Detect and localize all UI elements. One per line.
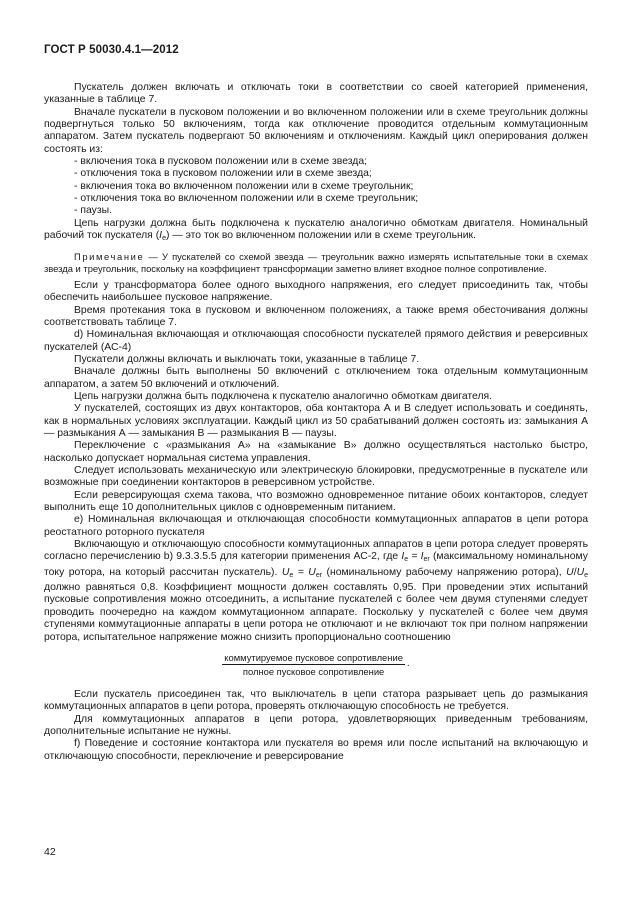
paragraph: Цепь нагрузки должна быть подключена к пускателю аналогично обмоткам двигателя. — [74, 390, 493, 402]
symbol: U — [281, 566, 290, 578]
text-span: Включающую и отключающую способности коммутационных аппаратов в цепи ротора следует проверять согласно перечислению b) 9.3.3.5.5 для категории применения АС-2, где — [44, 539, 588, 563]
document-header: ГОСТ Р 50030.4.1—2012 — [44, 44, 179, 56]
fraction-formula — [44, 652, 588, 677]
note-text: — У пускателей со схемой звезда — треугольник важно измерять испытательные токи в схемах звезда и треугольник, поскольку на коэффициент трансформации заметно влияет входное полное сопротивление. — [44, 251, 588, 274]
symbol: U — [566, 566, 574, 578]
text-span: Цепь нагрузки должна быть подключена к пускателю аналогично обмоткам двигателя. Номинальный рабочий ток пускателя ( — [44, 217, 588, 242]
paragraph: Если у трансформатора более одного выходного напряжения, его следует присоединить так, чтобы обеспечить наибольшее пусковое напряжение. — [44, 279, 588, 304]
note — [44, 251, 588, 273]
paragraph: У пускателей, состоящих из двух контакторов, оба контактора А и В следует использовать и соединять, как в нормальных условиях эксплуатации. Каждый цикл из 50 срабатываний должен состоять из: замыкания А — размыкания А — замыкания В — размыкания В — паузы. — [44, 403, 588, 439]
document-body — [44, 82, 588, 763]
symbol: I — [159, 230, 163, 242]
text-span: должно равняться 0,8. Коэффициент мощности должен составлять 0,95. При проведении этих испытаний пусковые сопротивления можно отсоединить, а испытание пускателей с более чем двумя ступенями следует проводить поочередно на каждом коммутационном аппарате. Поскольку у пускателей с более чем двумя ступенями коммутационные аппараты в цепи ротора не отключают и не включают ток при полном напряжении ротора, испытательное напряжение можно снизить пропорционально соотношению — [44, 582, 588, 643]
symbol: = I — [411, 551, 424, 563]
subscript: er — [315, 571, 323, 579]
list-item: - отключения тока во включенном положении или в схеме треугольник; — [74, 193, 419, 205]
symbol: U — [576, 566, 585, 578]
fraction-period: . — [406, 658, 410, 670]
subscript: er — [423, 556, 430, 564]
paragraph: Для коммутационных аппаратов в цепи ротора, удовлетворяющих приведенным требованиям, дополнительные испытание не нужны. — [44, 713, 588, 737]
page-number: 42 — [44, 846, 56, 858]
paragraph: Следует использовать механическую или электрическую блокировки, предусмотренные в пускателе или возможные при соединении контакторов в реверсивном устройстве. — [44, 465, 588, 489]
section-heading: f) Поведение и состояние контактора или пускателя во время или после испытаний на включающую и отключающую способности, переключение и реверсирование — [44, 738, 588, 762]
paragraph: Пускатель должен включать и отключать токи в соответствии со своей категорией применения, указанные в таблице 7. — [44, 82, 588, 106]
section-heading: d) Номинальная включающая и отключающая способности пускателей прямого действия и реверсивных пускателей (АС-4) — [44, 329, 588, 353]
fraction — [222, 652, 405, 677]
list-item: - отключения тока в пусковом положении или в схеме звезда; — [74, 168, 372, 180]
note-label: Примечание — [74, 251, 145, 263]
paragraph: Пускатели должны включать и выключать токи, указанные в таблице 7. — [74, 353, 420, 365]
subscript: e — [289, 571, 294, 579]
paragraph: Вначале должны быть выполнены 50 включений с отключением тока отдельным коммутационным аппаратом, а затем 50 включений и отключений. — [44, 366, 588, 390]
text-span: (максимальному номинальному току ротора, на который рассчитан пускатель). — [44, 551, 588, 578]
text-span: ) — это ток во включенном положении или в схеме треугольник. — [165, 230, 476, 242]
paragraph: Если реверсирующая схема такова, что возможно одновременное питание обоих контакторов, следует выполнить еще 10 дополнительных циклов с одновременным питанием. — [44, 489, 588, 514]
symbol: = U — [297, 566, 316, 578]
subscript: e — [404, 556, 409, 564]
list-item: - включения тока в пусковом положении или в схеме звезда; — [74, 156, 368, 168]
subscript: e — [584, 571, 588, 579]
subscript: e — [162, 235, 166, 243]
paragraph — [44, 218, 588, 246]
list-item: - паузы. — [74, 205, 112, 217]
paragraph: Время протекания тока в пусковом и включенном положениях, а также время обесточивания должны соответствовать таблице 7. — [44, 304, 588, 328]
symbol: I — [401, 551, 405, 563]
paragraph: Включающую и отключающую способности коммутационных аппаратов в цепи ротора следует проверять согласно перечислению b) 9.3.3.5.5 для категории применения АС-2, где $I_e = I_{er}$ (максимальному номинальному току ротора, на который рассчитан пускатель). $U_e = U_{er}$ (номинальному рабочему напряжению ротора), $U/U_e$ должно равняться 0,8. Коэффициент мощности должен составлять 0,95. При проведении этих испытаний пусковые сопротивления можно отсоединить, а испытание пускателей с более чем двумя ступенями следует проводить поочередно на каждом коммутационном аппарате. Поскольку у пускателей с более чем двумя ступенями коммутационные аппараты в цепи ротора не отключают и не включают ток при полном напряжении ротора, испытательное напряжение можно снизить пропорционально соотношению — [44, 539, 588, 643]
section-heading: е) Номинальная включающая и отключающая способности коммутационных аппаратов в цепи ротора реостатного роторного пускателя — [44, 514, 588, 538]
fraction-numerator: коммутируемое пусковое сопротивление — [224, 651, 403, 663]
paragraph: Переключение с «размыкания А» на «замыкание В» должно осуществляться настолько быстро, насколько допускает нормальная система управления. — [44, 440, 588, 464]
text-span: (номинальному рабочему напряжению ротора), — [322, 566, 567, 578]
paragraph: Если пускатель присоединен так, что выключатель в цепи статора разрывает цепь до размыкания коммутационных аппаратов в цепи ротора, проверять отключающую способность не требуется. — [44, 688, 588, 713]
list-item: - включения тока во включенном положении или в схеме треугольник; — [74, 180, 414, 192]
fraction-denominator: полное пусковое сопротивление — [242, 665, 385, 677]
paragraph: Вначале пускатели в пусковом положении и во включенном положении или в схеме треугольник должны подвергнуться только 50 включениям, тогда как отключение проводится отдельным коммутационным аппаратом. Затем пускатель подвергают 50 включениям и отключениям. Каждый цикл оперирования должен состоять из: — [44, 106, 588, 155]
